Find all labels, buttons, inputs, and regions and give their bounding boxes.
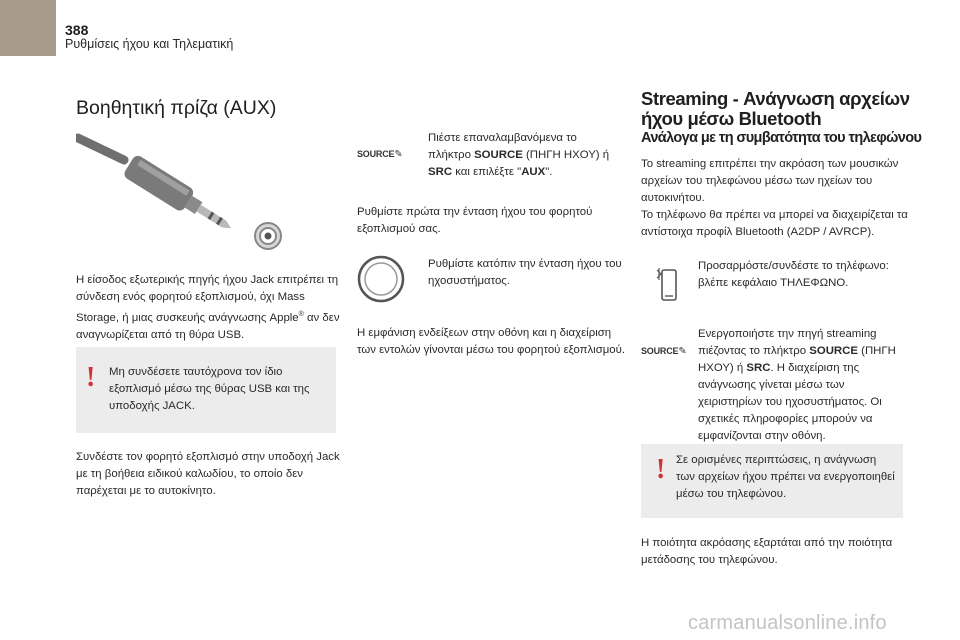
section-header: Ρυθμίσεις ήχου και Τηλεματική — [65, 37, 234, 51]
aux-warning-box — [76, 347, 336, 433]
aux-intro-paragraph: Η είσοδος εξωτερικής πηγής ήχου Jack επιτρέπει τη σύνδεση ενός φορητού εξοπλισμού, όχι Mass Storage, ή μιας συσκευής ανάγνωσης Apple® αν δεν αναγνωρίζεται από τη θύρα USB. — [76, 274, 340, 341]
streaming-warning-text: Σε ορισμένες περιπτώσεις, η ανάγνωση των αρχείων ήχου πρέπει να ενεργοποιηθεί μέσω του τηλεφώνου. — [676, 454, 895, 500]
streaming-section-title: Streaming - Ανάγνωση αρχείων ήχου μέσω Bluetooth — [641, 88, 910, 129]
aux-warning-text: Μη συνδέσετε ταυτόχρονα τον ίδιο εξοπλισμό μέσω της θύρας USB και της υποδοχής JACK. — [109, 366, 310, 412]
adjust-system-volume-paragraph: Ρυθμίστε κατόπιν την ένταση ήχου του ηχοσυστήματος. — [428, 258, 622, 287]
adjust-device-volume-paragraph: Ρυθμίστε πρώτα την ένταση ήχου του φορητού εξοπλισμού σας. — [357, 206, 593, 235]
page-tab-marker — [0, 0, 56, 56]
streaming-intro-paragraph: Το streaming επιτρέπει την ακρόαση των μουσικών αρχείων του τηλεφώνου μέσω των ηχείων του αυτοκινήτου. — [641, 158, 899, 204]
aux-section-title: Βοηθητική πρίζα (AUX) — [76, 97, 277, 119]
aux-jack-plug-icon — [76, 130, 286, 255]
volume-knob-icon — [357, 255, 405, 303]
pair-phone-paragraph: Προσαρμόστε/συνδέστε το τηλέφωνο: βλέπε κεφάλαιο ΤΗΛΕΦΩΝΟ. — [698, 260, 889, 289]
display-control-paragraph: Η εμφάνιση ενδείξεων στην οθόνη και η διαχείριση των εντολών γίνονται μέσω του φορητού εξοπλισμού. — [357, 327, 626, 356]
warning-exclamation-icon: ! — [86, 362, 96, 393]
source-button-icon-2: SOURCE✎ — [641, 346, 687, 357]
aux-connect-paragraph: Συνδέστε τον φορητό εξοπλισμό στην υποδοχή Jack με τη βοήθεια ειδικού καλωδίου, το οποίο δεν παρέχεται με το αυτοκίνητο. — [76, 451, 340, 497]
watermark: carmanualsonline.info — [688, 612, 887, 634]
streaming-profiles-paragraph: Το τηλέφωνο θα πρέπει να μπορεί να διαχειρίζεται τα αντίστοιχα προφίλ Bluetooth (A2DP / AVRCP). — [641, 209, 908, 238]
source-button-icon: SOURCE✎ — [357, 149, 403, 160]
page-number: 388 — [65, 22, 89, 38]
quality-paragraph: Η ποιότητα ακρόασης εξαρτάται από την ποιότητα μετάδοσης του τηλεφώνου. — [641, 537, 893, 566]
warning-exclamation-icon-2: ! — [656, 454, 666, 485]
activate-streaming-paragraph: Ενεργοποιήστε την πηγή streaming πιέζοντας το πλήκτρο SOURCE (ΠΗΓΗ ΗΧΟΥ) ή SRC. Η διαχείριση της ανάγνωσης γίνεται μέσω των χειριστηρίων του ηχοσυστήματος. Οι σχετικές πληροφορίες μπορούν να εμφανίζονται στην οθόνη. — [698, 328, 896, 442]
streaming-subtitle: Ανάλογα με τη συμβατότητα του τηλεφώνου — [641, 130, 922, 146]
streaming-intro — [641, 156, 909, 241]
streaming-warning-box — [641, 444, 903, 518]
select-aux-paragraph: Πιέστε επαναλαμβανόμενα το πλήκτρο SOURCE (ΠΗΓΗ ΗΧΟΥ) ή SRC και επιλέξτε "AUX". — [428, 132, 610, 178]
phone-icon — [656, 266, 678, 302]
